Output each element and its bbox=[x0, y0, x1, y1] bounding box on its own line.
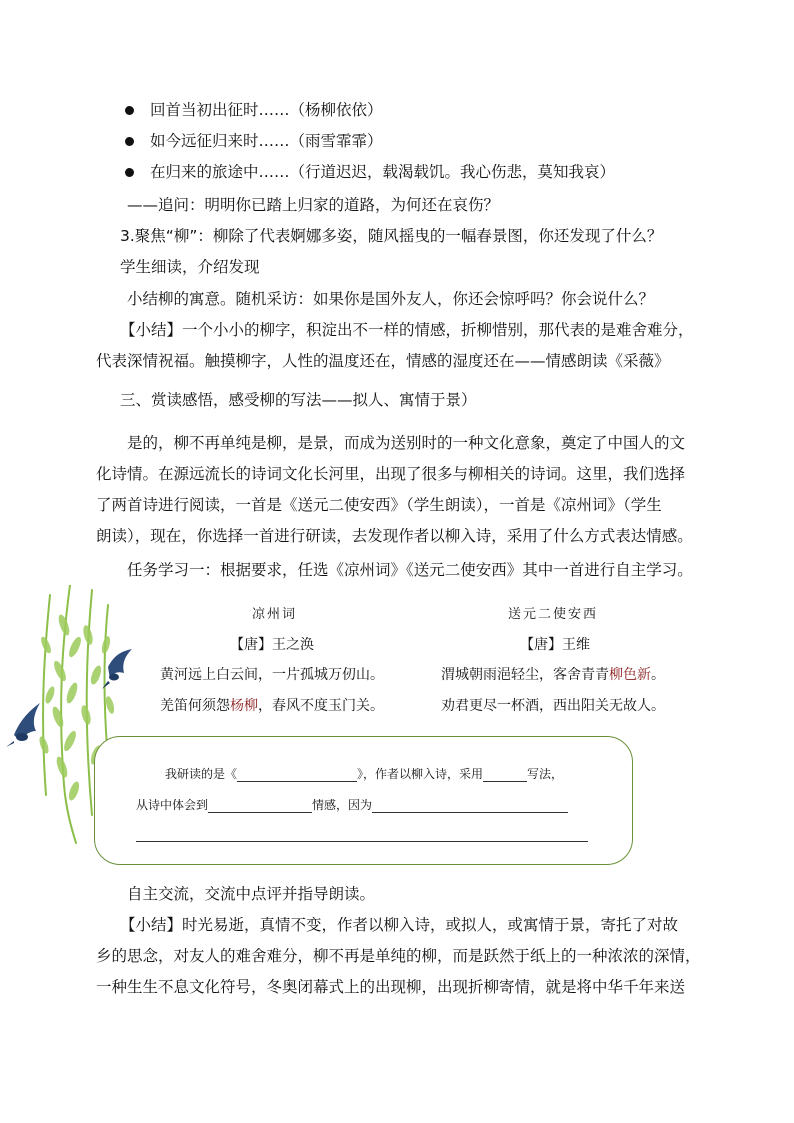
bullet-item: 回首当初出征时……（杨柳依依） bbox=[150, 101, 383, 119]
swallow-icon bbox=[6, 703, 40, 747]
worksheet-line bbox=[165, 765, 563, 782]
summary-line: 【小结】一个小小的柳字，积淀出不一样的情感，折柳惜别，那代表的是难舍难分， bbox=[120, 321, 694, 339]
emotion-blank[interactable] bbox=[208, 798, 312, 813]
summary-line: 一种生生不息文化符号，冬奥闭幕式上的出现柳，出现折柳寄情，就是将中华千年来送 bbox=[96, 978, 686, 996]
poem-author: 【唐】王维 bbox=[520, 637, 590, 653]
poem-line: 渭城朝雨浥轻尘，客舍青青柳色新。 bbox=[441, 667, 665, 683]
highlight-liu: 柳色新 bbox=[609, 667, 651, 683]
summary-line: 乡的思念，对友人的难舍难分，柳不再是单纯的柳，而是跃然于纸上的一种浓浓的深情， bbox=[96, 947, 701, 965]
focus-liu-question: 3.聚焦“柳”：柳除了代表婀娜多姿，随风摇曳的一幅春景图，你还发现了什么？ bbox=[120, 227, 663, 245]
poem-choice-blank[interactable] bbox=[237, 767, 357, 782]
poem-line: 黄河远上白云间，一片孤城万仞山。 bbox=[160, 667, 384, 683]
worksheet-line bbox=[136, 796, 568, 813]
paragraph-line: 化诗情。在源远流长的诗词文化长河里，出现了很多与柳相关的诗词。这里，我们选择 bbox=[96, 465, 686, 483]
paragraph-line: 了两首诗进行阅读，一首是《送元二使安西》（学生朗读），一首是《凉州词》（学生 bbox=[96, 496, 662, 514]
swallow-icon bbox=[102, 649, 132, 689]
poem-title: 送元二使安西 bbox=[508, 607, 599, 622]
task-instruction: 任务学习一：根据要求，任选《凉州词》《送元二使安西》其中一首进行自主学习。 bbox=[127, 561, 693, 579]
worksheet-label: 》，作者以柳入诗，采用 bbox=[357, 767, 484, 781]
follow-up-question: ——追问：明明你已踏上归家的道路，为何还在哀伤？ bbox=[127, 196, 500, 214]
worksheet-label: 我研读的是《 bbox=[165, 767, 238, 781]
highlight-liu: 杨柳 bbox=[230, 698, 258, 714]
paragraph-line: 朗读），现在，你选择一首进行研读，去发现作者以柳入诗，采用了什么方式表达情感。 bbox=[96, 527, 693, 545]
summary-meaning: 小结柳的寓意。随机采访：如果你是国外友人，你还会惊呼吗？你会说什么？ bbox=[127, 290, 655, 308]
bullet-dot-icon bbox=[125, 106, 134, 115]
worksheet-label: 情感，因为 bbox=[312, 798, 373, 812]
bullet-dot-icon bbox=[125, 168, 134, 177]
exchange-note: 自主交流，交流中点评并指导朗读。 bbox=[127, 885, 376, 903]
poem-author: 【唐】王之涣 bbox=[230, 637, 314, 653]
reason-blank[interactable] bbox=[372, 798, 568, 813]
reason-continued-blank[interactable] bbox=[136, 827, 588, 842]
poem-line: 羌笛何须怨杨柳，春风不度玉门关。 bbox=[160, 698, 384, 714]
bullet-dot-icon bbox=[125, 137, 134, 146]
summary-line: 【小结】时光易逝，真情不变，作者以柳入诗，或拟人，或寓情于景，寄托了对故 bbox=[120, 916, 679, 934]
bullet-item: 在归来的旅途中……（行道迟迟，载渴载饥。我心伤悲，莫知我哀） bbox=[150, 163, 616, 181]
poem-line: 劝君更尽一杯酒，西出阳关无故人。 bbox=[441, 698, 665, 714]
summary-line: 代表深情祝福。触摸柳字，人性的温度还在，情感的湿度还在——情感朗读《采薇》 bbox=[96, 352, 670, 370]
poem-title: 凉州词 bbox=[252, 607, 298, 622]
section-heading: 三、赏读感悟，感受柳的写法——拟人、寓情于景） bbox=[120, 391, 477, 409]
worksheet-label: 从诗中体会到 bbox=[136, 798, 209, 812]
method-blank[interactable] bbox=[483, 767, 527, 782]
student-read-note: 学生细读，介绍发现 bbox=[120, 258, 260, 276]
bullet-item: 如今远征归来时……（雨雪霏霏） bbox=[150, 132, 383, 150]
paragraph-line: 是的，柳不再单纯是柳，是景，而成为送别时的一种文化意象，奠定了中国人的文 bbox=[127, 434, 686, 452]
worksheet-label: 写法， bbox=[527, 767, 564, 781]
